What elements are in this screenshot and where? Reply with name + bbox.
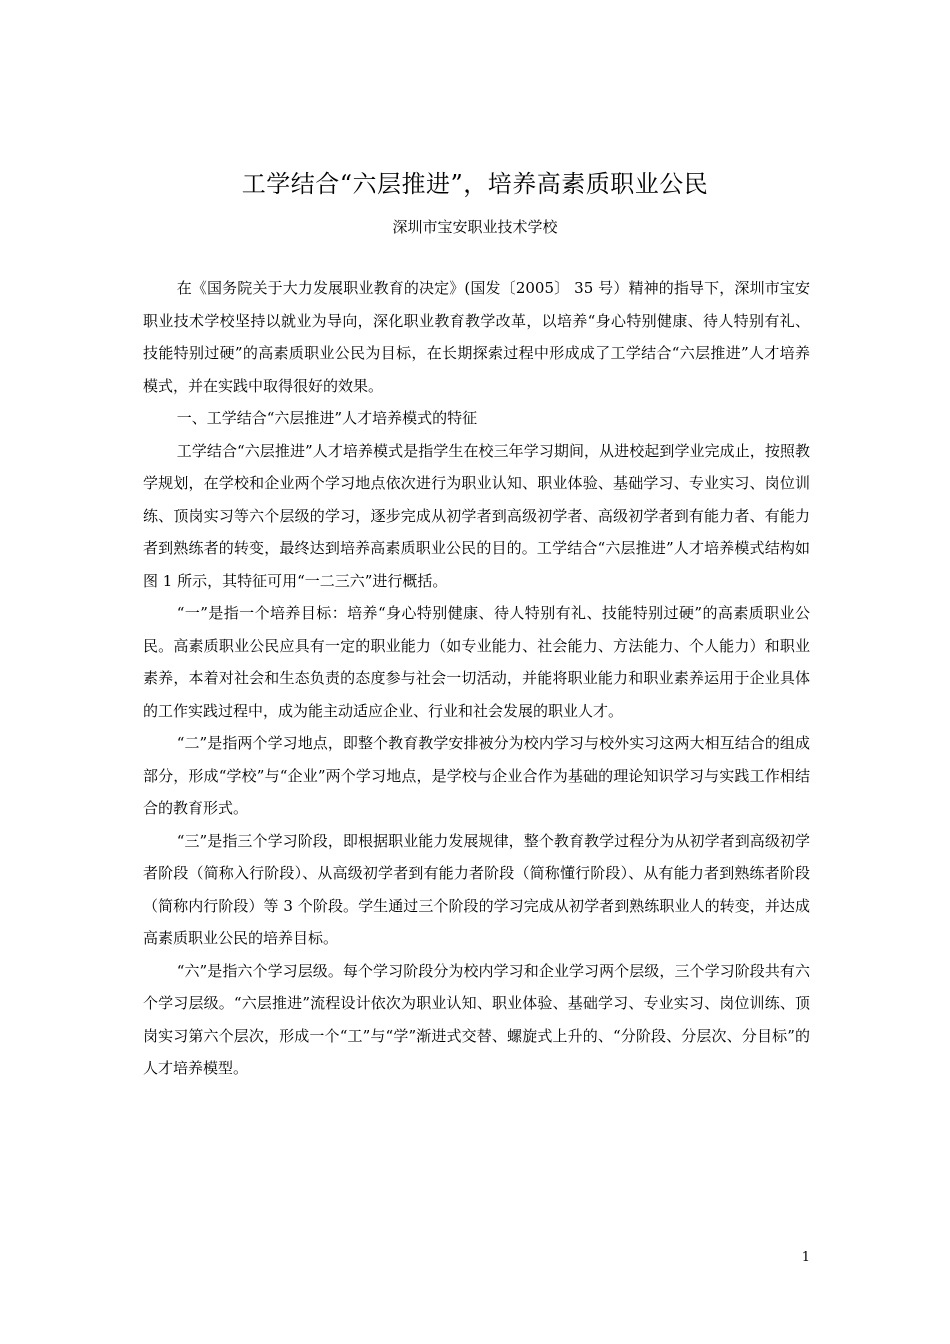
- document-body: [143, 272, 810, 1085]
- paragraph-model-definition: 工学结合“六层推进”人才培养模式是指学生在校三年学习期间，从进校起到学业完成止，按照教学规划，在学校和企业两个学习地点依次进行为职业认知、职业体验、基础学习、专业实习、岗位训练、顶岗实习等六个层级的学习，逐步完成从初学者到高级初学者、高级初学者到有能力者、有能力者到熟练者的转变，最终达到培养高素质职业公民的目的。工学结合“六层推进”人才培养模式结构如图 1 所示，其特征可用“一二三六”进行概括。: [143, 441, 810, 590]
- paragraph-three-stages: “三”是指三个学习阶段，即根据职业能力发展规律，整个教育教学过程分为从初学者到高级初学者阶段（简称入行阶段）、从高级初学者到有能力者阶段（简称懂行阶段）、从有能力者到熟练者阶段（简称内行阶段）等 3 个阶段。学生通过三个阶段的学习完成从初学者到熟练职业人的转变，并达成高素质职业公民的培养目标。: [143, 831, 810, 947]
- document-title: 工学结合“六层推进”，培养高素质职业公民: [241, 170, 709, 198]
- document-author: 深圳市宝安职业技术学校: [392, 218, 558, 236]
- page-number: 1: [801, 1250, 810, 1265]
- paragraph-intro: 在《国务院关于大力发展职业教育的决定》(国发〔2005〕 35 号）精神的指导下，深圳市宝安职业技术学校坚持以就业为导向，深化职业教育教学改革，以培养“身心特别健康、待人特别有礼、技能特别过硬”的高素质职业公民为目标，在长期探索过程中形成成了工学结合“六层推进”人才培养模式，并在实践中取得很好的效果。: [143, 279, 810, 395]
- paragraph-one-goal: “一”是指一个培养目标：培养“身心特别健康、待人特别有礼、技能特别过硬”的高素质职业公民。高素质职业公民应具有一定的职业能力（如专业能力、社会能力、方法能力、个人能力）和职业素养，本着对社会和生态负责的态度参与社会一切活动，并能将职业能力和职业素养运用于企业具体的工作实践过程中，成为能主动适应企业、行业和社会发展的职业人才。: [143, 604, 810, 720]
- section-heading: 一、工学结合“六层推进”人才培养模式的特征: [176, 409, 478, 427]
- paragraph-six-levels: “六”是指六个学习层级。每个学习阶段分为校内学习和企业学习两个层级，三个学习阶段共有六个学习层级。“六层推进”流程设计依次为职业认知、职业体验、基础学习、专业实习、岗位训练、顶岗实习第六个层次，形成一个“工”与“学”渐进式交替、螺旋式上升的、“分阶段、分层次、分目标”的人才培养模型。: [143, 961, 810, 1077]
- paragraph-two-locations: “二”是指两个学习地点，即整个教育教学安排被分为校内学习与校外实习这两大相互结合的组成部分，形成“学校”与“企业”两个学习地点，是学校与企业合作为基础的理论知识学习与实践工作相结合的教育形式。: [143, 734, 810, 817]
